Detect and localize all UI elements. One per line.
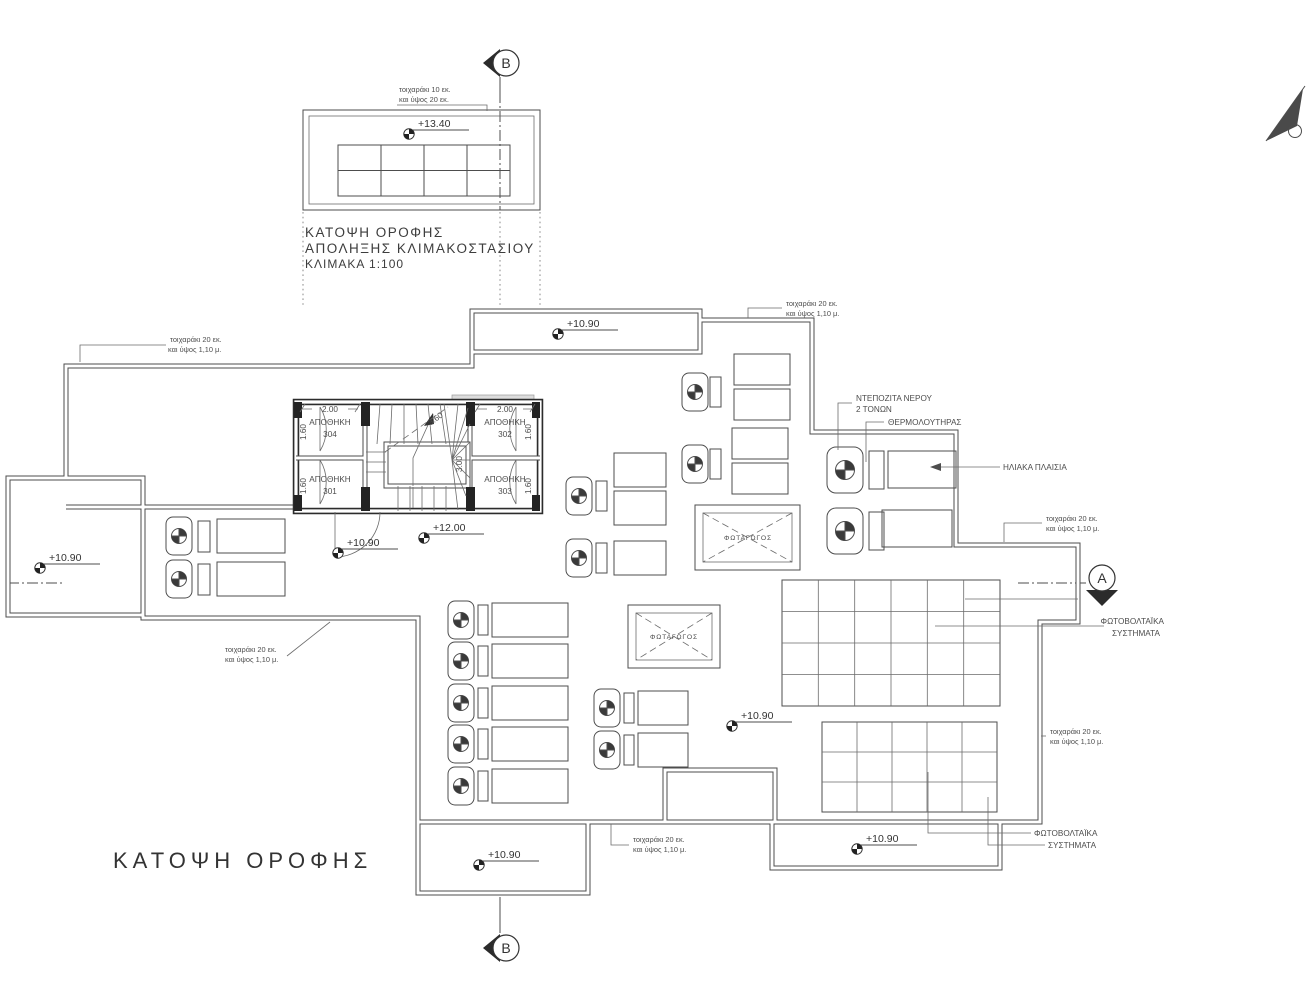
bulkhead-solar-grid [338, 145, 510, 196]
note-line1: τοιχαράκι 20 εκ. [1046, 514, 1098, 523]
elevation-mark-left [35, 552, 100, 573]
dim-360: 3.60 [426, 410, 445, 428]
section-marker-a-right [1086, 565, 1118, 606]
dim-160-c: 1.60 [524, 424, 533, 440]
room-301-label: ΑΠΟΘΗΚΗ [309, 475, 351, 484]
pv-label-bottom [928, 772, 1098, 850]
parapet-note-top-right [748, 299, 839, 318]
room-303-number: 303 [498, 487, 512, 496]
elevation-value: +10.90 [347, 537, 380, 549]
solar-heater-group-upper-mid [566, 453, 666, 577]
label-line1: ΦΩΤΟΒΟΛΤΑΪΚΑ [1034, 829, 1098, 838]
solar-heater-group-mid [594, 689, 688, 769]
solar-heater-group-top [682, 354, 790, 494]
note-line2: και ύψος 1,10 μ. [786, 309, 840, 318]
room-301-number: 301 [323, 487, 337, 496]
elevation-value: +13.40 [418, 118, 451, 130]
stair-storage-block [294, 395, 540, 557]
dim-160-b: 1.60 [299, 478, 308, 494]
elevation-value: +10.90 [49, 552, 82, 564]
elevation-mark-bottom [474, 849, 539, 870]
elevation-value: +10.90 [866, 833, 899, 845]
solar-panels-label [930, 463, 1067, 472]
room-302-number: 302 [498, 430, 512, 439]
solar-heater-group-left [166, 517, 285, 598]
label-line2: 2 ΤΟΝΩΝ [856, 405, 892, 414]
note-line2: και ύψος 1,10 μ. [225, 655, 279, 664]
section-letter: B [501, 940, 511, 956]
light-well-1 [695, 505, 800, 570]
note-line1: τοιχαράκι 20 εκ. [786, 299, 838, 308]
light-well-2 [628, 605, 720, 668]
main-plan-title: ΚΑΤΟΨΗ ΟΡΟΦΗΣ [113, 848, 373, 873]
north-arrow-icon [1266, 86, 1305, 141]
note-line1: τοιχαράκι 20 εκ. [633, 835, 685, 844]
room-304-label: ΑΠΟΘΗΚΗ [309, 418, 351, 427]
elevation-mark-mid [727, 710, 792, 731]
elevation-value: +10.90 [488, 849, 521, 861]
dim-160-a: 1.60 [299, 424, 308, 440]
stair-bulkhead-roof-plan [303, 85, 540, 271]
pv-label-top [935, 599, 1165, 638]
section-marker-b-top [483, 49, 519, 77]
elevation-mark-center [333, 537, 398, 558]
dim-160-d: 1.60 [524, 478, 533, 494]
note-line2: και ύψος 1,10 μ. [1046, 524, 1100, 533]
note-line2: και ύψος 1,10 μ. [1050, 737, 1104, 746]
title-line1: ΚΑΤΟΨΗ ΟΡΟΦΗΣ [305, 225, 444, 240]
dim-200-right: 2.00 [497, 405, 513, 414]
elevation-value: +12.00 [433, 522, 466, 534]
note-line1: τοιχαράκι 20 εκ. [170, 335, 222, 344]
note-line1: τοιχαράκι 10 εκ. [399, 85, 451, 94]
note-line2: και ύψος 1,10 μ. [168, 345, 222, 354]
label-line1: ΝΤΕΠΟΖΙΤΑ ΝΕΡΟΥ [856, 394, 933, 403]
label-line2: ΣΥΣΤΗΜΑΤΑ [1111, 629, 1160, 638]
parapet-note-left-top [80, 335, 222, 362]
dim-200-left: 2.00 [322, 405, 338, 414]
label: ΘΕΡΜΟΛΟΥΤΗΡΑΣ [888, 418, 962, 427]
water-tank-units-right [827, 447, 956, 554]
room-304-number: 304 [323, 430, 337, 439]
title-line3: ΚΛΙΜΑΚΑ 1:100 [305, 257, 405, 271]
elevation-mark-13-40 [404, 118, 469, 139]
section-letter: A [1097, 570, 1107, 586]
note-line1: τοιχαράκι 20 εκ. [1050, 727, 1102, 736]
light-well-1-label: ΦΩΤΑΓΩΓΟΣ [724, 535, 772, 542]
elevation-value: +10.90 [741, 710, 774, 722]
title-line2: ΑΠΟΛΗΞΗΣ ΚΛΙΜΑΚΟΣΤΑΣΙΟΥ [305, 241, 535, 256]
section-marker-b-bottom [483, 934, 519, 962]
parapet-note-bottom [611, 824, 686, 854]
elevation-mark-top [553, 318, 618, 339]
elevation-value: +10.90 [567, 318, 600, 330]
leader-arrow [930, 463, 941, 471]
bulkhead-parapet-note [397, 85, 487, 111]
elevation-mark-stair-landing [419, 522, 484, 543]
note-line2: και ύψος 1,10 μ. [633, 845, 687, 854]
parapet-note-left-lower [225, 622, 330, 664]
pv-array-bottom-right [822, 722, 997, 812]
note-line1: τοιχαράκι 20 εκ. [225, 645, 277, 654]
label-line1: ΦΩΤΟΒΟΛΤΑΪΚΑ [1100, 617, 1164, 626]
room-303-label: ΑΠΟΘΗΚΗ [484, 475, 526, 484]
section-letter: B [501, 55, 511, 71]
parapet-note-right-upper [1004, 514, 1099, 542]
light-well-2-label: ΦΩΤΑΓΩΓΟΣ [650, 634, 698, 641]
dim-300: 3.00 [455, 456, 464, 472]
section-arrow [1086, 590, 1118, 606]
elevation-mark-bottom-right [852, 833, 917, 854]
label: ΗΛΙΑΚΑ ΠΛΑΙΣΙΑ [1003, 463, 1067, 472]
solar-heater-column-center [448, 601, 568, 805]
note-line2: και ύψος 20 εκ. [399, 95, 449, 104]
water-heater-label [866, 418, 961, 462]
label-line2: ΣΥΣΤΗΜΑΤΑ [1048, 841, 1097, 850]
parapet-note-right-lower [1041, 727, 1103, 746]
room-302-label: ΑΠΟΘΗΚΗ [484, 418, 526, 427]
